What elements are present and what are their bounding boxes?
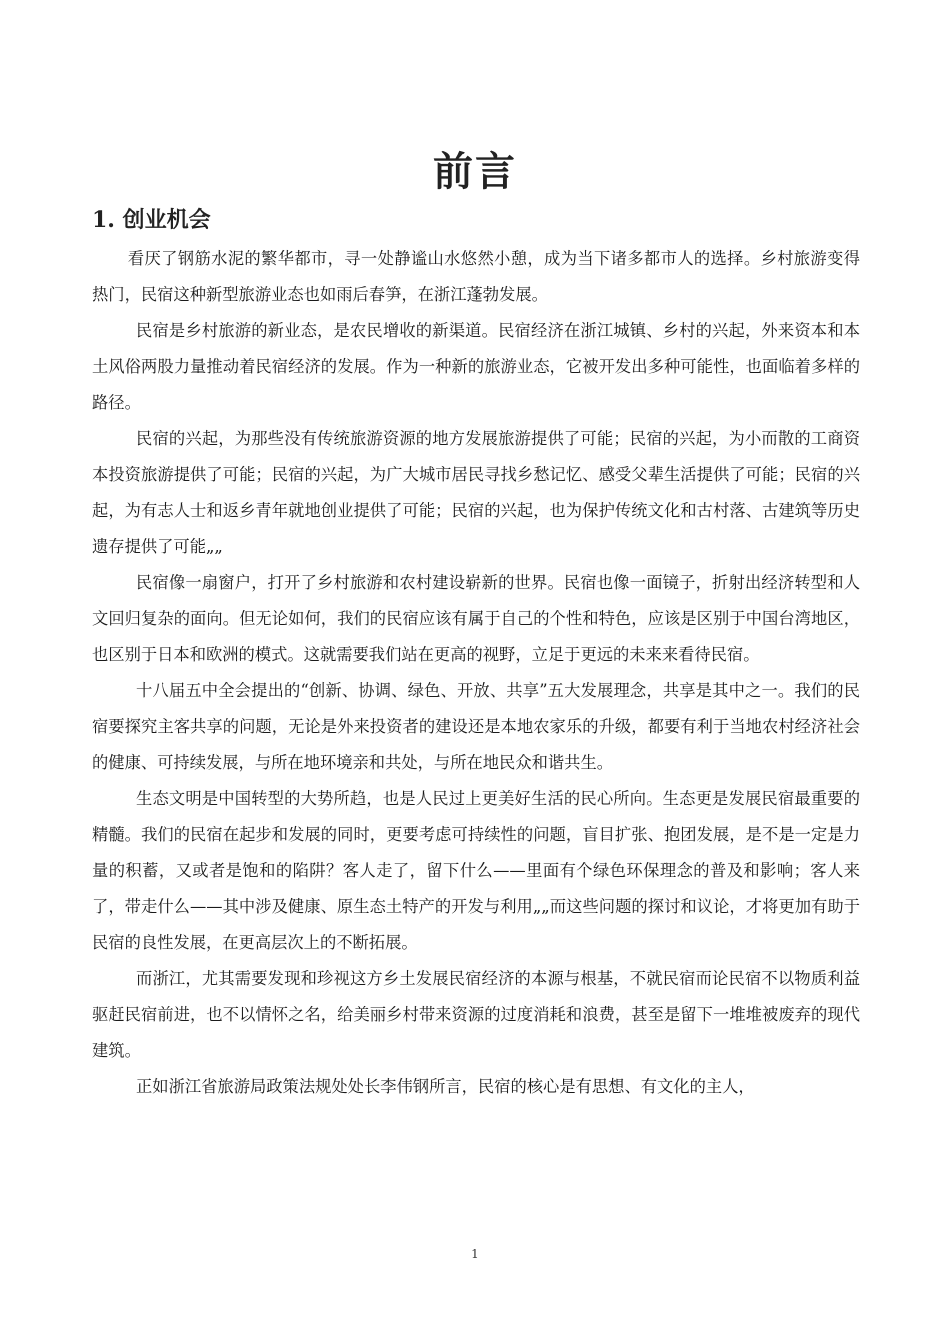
body-text bbox=[92, 241, 860, 1105]
paragraph-5: 十八届五中全会提出的“创新、协调、绿色、开放、共享”五大发展理念，共享是其中之一。我们的民宿要探究主客共享的问题，无论是外来投资者的建设还是本地农家乐的升级，都要有利于当地农村经济社会的健康、可持续发展，与所在地环境亲和共处，与所在地民众和谐共生。 bbox=[92, 681, 860, 772]
paragraph-4: 民宿像一扇窗户，打开了乡村旅游和农村建设崭新的世界。民宿也像一面镜子，折射出经济转型和人文回归复杂的面向。但无论如何，我们的民宿应该有属于自己的个性和特色，应该是区别于中国台湾地区，也区别于日本和欧洲的模式。这就需要我们站在更高的视野，立足于更远的未来来看待民宿。 bbox=[92, 573, 860, 664]
paragraph-8: 正如浙江省旅游局政策法规处处长李伟钢所言，民宿的核心是有思想、有文化的主人， bbox=[136, 1077, 755, 1096]
paragraph-3: 民宿的兴起，为那些没有传统旅游资源的地方发展旅游提供了可能；民宿的兴起，为小而散的工商资本投资旅游提供了可能；民宿的兴起，为广大城市居民寻找乡愁记忆、感受父辈生活提供了可能；民宿的兴起，为有志人士和返乡青年就地创业提供了可能；民宿的兴起，也为保护传统文化和古村落、古建筑等历史遗存提供了可能„„ bbox=[92, 429, 860, 556]
paragraph-2: 民宿是乡村旅游的新业态，是农民增收的新渠道。民宿经济在浙江城镇、乡村的兴起，外来资本和本土风俗两股力量推动着民宿经济的发展。作为一种新的旅游业态，它被开发出多种可能性，也面临着多样的路径。 bbox=[92, 321, 860, 412]
section-heading: 1. 创业机会 bbox=[92, 207, 211, 233]
paragraph-1: 看厌了钢筋水泥的繁华都市，寻一处静谧山水悠然小憩，成为当下诸多都市人的选择。乡村旅游变得热门，民宿这种新型旅游业态也如雨后春笋，在浙江蓬勃发展。 bbox=[92, 249, 860, 304]
paragraph-7: 而浙江，尤其需要发现和珍视这方乡土发展民宿经济的本源与根基，不就民宿而论民宿不以物质利益驱赶民宿前进，也不以情怀之名，给美丽乡村带来资源的过度消耗和浪费，甚至是留下一堆堆被废弃的现代建筑。 bbox=[92, 969, 860, 1060]
page-title: 前言 bbox=[433, 148, 517, 195]
paragraph-6: 生态文明是中国转型的大势所趋，也是人民过上更美好生活的民心所向。生态更是发展民宿最重要的精髓。我们的民宿在起步和发展的同时，更要考虑可持续性的问题，盲目扩张、抱团发展，是不是一定是力量的积蓄，又或者是饱和的陷阱？客人走了，留下什么——里面有个绿色环保理念的普及和影响；客人来了，带走什么——其中涉及健康、原生态土特产的开发与利用„„而这些问题的探讨和议论，才将更加有助于民宿的良性发展，在更高层次上的不断拓展。 bbox=[92, 789, 860, 952]
page-number: 1 bbox=[471, 1247, 479, 1261]
